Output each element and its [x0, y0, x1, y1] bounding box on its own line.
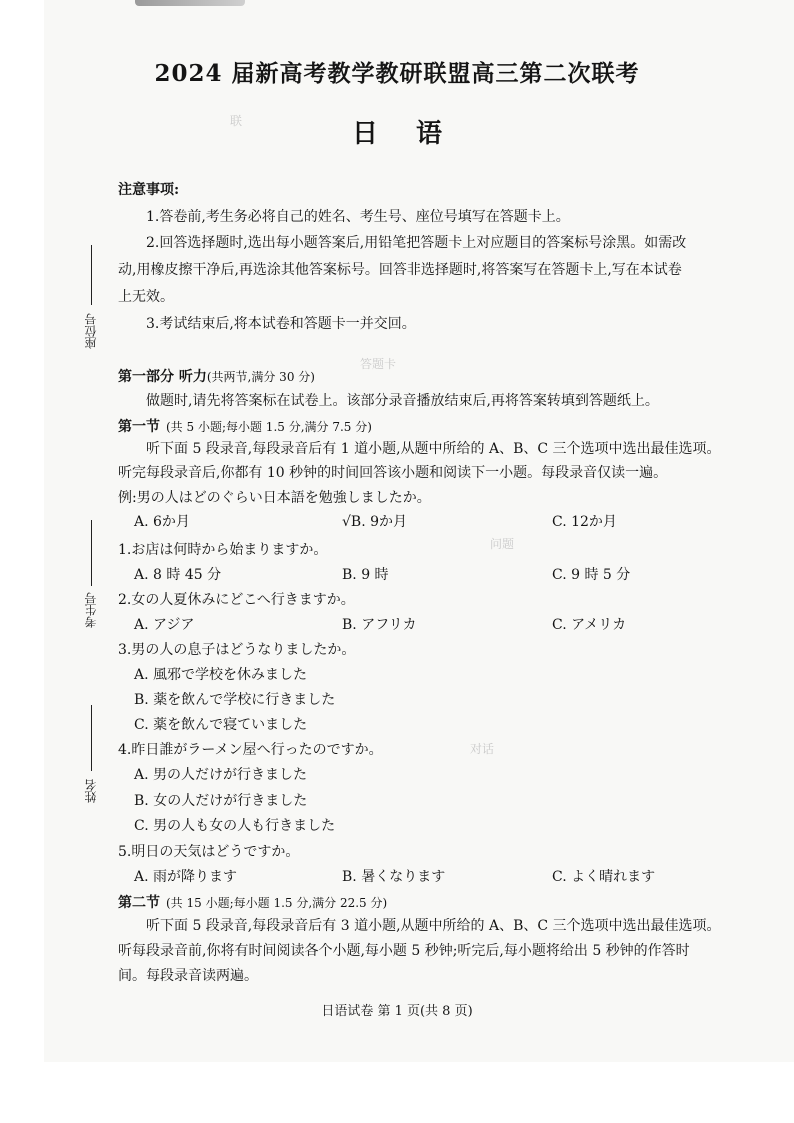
example-option-a: A. 6か月 [134, 514, 190, 530]
question-3: 3.男の人の息子はどうなりましたか。 [118, 642, 356, 658]
notes-item-2: 2.回答选择题时,选出每小题答案后,用铅笔把答题卡上对应题目的答案标号涂黑。如需改 [146, 235, 687, 251]
question-1: 1.お店は何時から始まりますか。 [118, 542, 328, 558]
part1-heading [118, 370, 315, 384]
q2-option-a: A. アジア [134, 617, 195, 633]
exam-number-line [91, 520, 92, 586]
q2-option-c: C. アメリカ [552, 617, 627, 633]
q1-option-c: C. 9 時 5 分 [552, 567, 631, 583]
section2-heading [118, 896, 387, 910]
exam-title: 2024 届新高考教学教研联盟高三第二次联考 [154, 60, 640, 87]
question-5: 5.明日の天気はどうですか。 [118, 844, 300, 860]
notes-item-3: 3.考试结束后,将本试卷和答题卡一并交回。 [146, 316, 416, 332]
notes-item-1: 1.答卷前,考生务必将自己的姓名、考生号、座位号填写在答题卡上。 [146, 209, 570, 225]
seat-number-line [91, 245, 92, 305]
bleed-through-text: 问题 [490, 537, 515, 551]
q2-option-b: B. アフリカ [342, 617, 417, 633]
q4-option-b: B. 女の人だけが行きました [134, 793, 308, 809]
section1-instruction-cont: 听完每段录音后,你都有 10 秒钟的时间回答该小题和阅读下一小题。每段录音仅读一遍。 [118, 465, 668, 481]
bleed-through-text: 对话 [470, 742, 495, 756]
section1-instruction: 听下面 5 段录音,每段录音后有 1 道小题,从题中所给的 A、B、C 三个选项中选出最佳选项。 [146, 441, 721, 457]
notes-item-2-cont: 动,用橡皮擦干净后,再选涂其他答案标号。回答非选择题时,将答案写在答题卡上,写在本试卷 [118, 262, 682, 278]
q1-option-a: A. 8 時 45 分 [134, 567, 222, 583]
section2-instruction-cont: 听每段录音前,你将有时间阅读各个小题,每小题 5 秒钟;听完后,每小题将给出 5 秒钟的作答时 [118, 943, 690, 959]
seat-number-field [78, 245, 104, 355]
question-2: 2.女の人夏休みにどこへ行きますか。 [118, 592, 355, 608]
name-line [91, 705, 92, 771]
example-question: 例:男の人はどのぐらい日本語を勉強しましたか。 [118, 490, 431, 506]
name-label: 姓名 [84, 779, 98, 803]
section1-title: 第一节 [118, 419, 160, 435]
scan-artifact [135, 0, 245, 6]
bleed-through-text: 答题卡 [360, 357, 397, 371]
section2-instruction: 听下面 5 段录音,每段录音后有 3 道小题,从题中所给的 A、B、C 三个选项中选出最佳选项。 [146, 918, 721, 934]
section2-instruction-cont: 间。每段录音读两遍。 [118, 968, 258, 984]
q3-option-b: B. 薬を飲んで学校に行きました [134, 692, 336, 708]
part1-title: 第一部分 听力 [118, 369, 207, 385]
q5-option-b: B. 暑くなります [342, 869, 446, 885]
name-field [78, 705, 104, 805]
example-option-c: C. 12か月 [552, 514, 617, 530]
question-4: 4.昨日誰がラーメン屋へ行ったのですか。 [118, 742, 383, 758]
q3-option-a: A. 風邪で学校を休みました [134, 667, 308, 683]
q5-option-c: C. よく晴れます [552, 869, 656, 885]
section1-heading [118, 420, 372, 434]
notes-heading: 注意事项: [118, 182, 180, 198]
exam-number-label: 考生号 [84, 592, 98, 628]
q4-option-c: C. 男の人も女の人も行きました [134, 818, 336, 834]
part1-instruction: 做题时,请先将答案标在试卷上。该部分录音播放结束后,再将答案转填到答题纸上。 [146, 393, 659, 409]
q1-option-b: B. 9 時 [342, 567, 389, 583]
part1-info: (共两节,满分 30 分) [206, 370, 315, 384]
q4-option-a: A. 男の人だけが行きました [134, 767, 308, 783]
section1-info: (共 5 小题;每小题 1.5 分,满分 7.5 分) [166, 420, 372, 434]
subject-title: 日语 [351, 119, 480, 149]
q3-option-c: C. 薬を飲んで寝ていました [134, 717, 308, 733]
page-footer: 日语试卷 第 1 页(共 8 页) [321, 1004, 473, 1019]
section2-title: 第二节 [118, 895, 160, 911]
bleed-through-text: 联 [230, 114, 243, 128]
section2-info: (共 15 小题;每小题 1.5 分,满分 22.5 分) [166, 896, 388, 910]
example-option-b: √B. 9か月 [342, 514, 408, 530]
exam-number-field [78, 520, 104, 635]
notes-item-2-cont: 上无效。 [118, 289, 174, 305]
q5-option-a: A. 雨が降ります [134, 869, 238, 885]
seat-number-label: 座位号 [84, 313, 98, 349]
